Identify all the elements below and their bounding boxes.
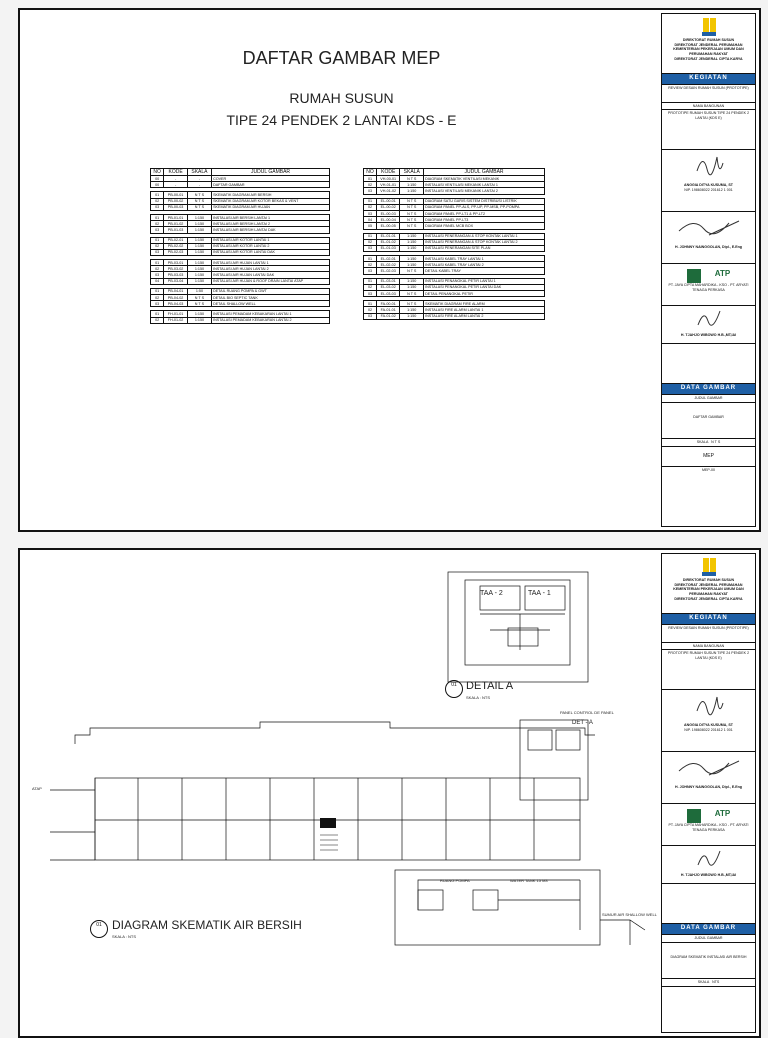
cell-skala: 1:150 xyxy=(400,256,424,262)
cell-judul: INSTALASI AIR HUJAN LANTAI DAK xyxy=(212,272,330,278)
skala-value: N T S xyxy=(711,439,721,444)
cell-skala: 1:150 xyxy=(187,260,211,266)
cell-kode: PB-02-03 xyxy=(164,249,188,255)
cell-judul: INSTALASI AIR BERSIH LANTAI 2 xyxy=(212,221,330,227)
org-line: DIREKTORAT JENDERAL PERUMAHAN xyxy=(674,582,743,587)
approver-nip: NIP. 198608022 201612 1 001 xyxy=(684,187,733,192)
cell-no: 02 xyxy=(151,243,164,249)
cell-no: 01 xyxy=(364,301,377,307)
cell-kode: - xyxy=(164,182,188,188)
cell-no: 03 xyxy=(151,272,164,278)
sheet-code: MEP-00 xyxy=(702,467,715,472)
cell-no: 01 xyxy=(364,278,377,284)
kegiatan-value: REVIEW DESAIN RUMAH SUSUN (PROTOTIPE) xyxy=(662,85,755,103)
cell-judul: SKEMATIK DIAGRAM FIRE ALARM xyxy=(424,301,545,307)
cell-skala: 1:150 xyxy=(400,284,424,290)
nama-bangunan-label: NAMA BANGUNAN xyxy=(662,643,755,651)
cell-kode: FA-00-01 xyxy=(377,301,400,307)
signature-icon xyxy=(694,307,724,331)
judul-gambar-value: DIAGRAM SKEMATIK INSTALASI AIR BERSIH xyxy=(662,943,755,979)
cell-kode: EL-00-01 xyxy=(377,198,400,204)
org-line: KEMENTERIAN PEKERJAAN UMUM DAN xyxy=(673,587,744,592)
cell-kode: PB-00-01 xyxy=(164,192,188,198)
cell-kode: EL-01-01 xyxy=(377,233,400,239)
cell-judul: COVER xyxy=(212,176,330,182)
cell-judul: INSTALASI PENANGKAL PETIR LANTAI 1 xyxy=(424,278,545,284)
cell-judul: INSTALASI PENERANGAN SITE PLAN xyxy=(424,245,545,251)
signature-icon xyxy=(674,213,744,243)
cell-kode: PB-04-01 xyxy=(164,288,188,294)
cell-no: 01 xyxy=(151,192,164,198)
cell-no: 00 xyxy=(151,176,164,182)
cell-no: 02 xyxy=(151,295,164,301)
cell-skala: 1:150 xyxy=(400,262,424,268)
cell-kode: EL-03-01 xyxy=(377,278,400,284)
cell-skala: 1:150 xyxy=(187,221,211,227)
table-row xyxy=(151,317,330,323)
cell-skala: N T S xyxy=(187,295,211,301)
cell-no: 03 xyxy=(364,313,377,319)
skala-label: SKALA xyxy=(696,439,709,444)
org-line: KEMENTERIAN PEKERJAAN UMUM DAN xyxy=(673,47,744,52)
cell-judul: INSTALASI AIR KOTOR LANTAI DAK xyxy=(212,249,330,255)
cell-skala: 1:150 xyxy=(400,233,424,239)
cell-no: 02 xyxy=(151,317,164,323)
signature-block-1 xyxy=(662,150,755,212)
cell-skala: 1:150 xyxy=(400,313,424,319)
judul-gambar-label: JUDUL GAMBAR xyxy=(662,395,755,403)
cell-kode: VH-00-01 xyxy=(377,176,400,182)
cell-skala: 1:150 xyxy=(400,239,424,245)
cell-judul: INSTALASI VENTILASI MEKANIK LANTAI 2 xyxy=(424,188,545,194)
drawing-list-table-left xyxy=(150,168,330,324)
cell-skala: N T S xyxy=(400,223,424,229)
cell-kode: FH-01-02 xyxy=(164,317,188,323)
cell-no: 02 xyxy=(364,307,377,313)
cell-skala: N T S xyxy=(400,204,424,210)
skala-value: NTS xyxy=(712,979,720,984)
cell-kode: EL-01-03 xyxy=(377,245,400,251)
cell-no: 01 xyxy=(151,237,164,243)
col-kode: KODE xyxy=(377,169,400,176)
cell-skala: 1:150 xyxy=(187,272,211,278)
cell-kode: PB-04-03 xyxy=(164,301,188,307)
judul-gambar-value: DAFTAR GAMBAR xyxy=(662,403,755,439)
cell-no: 03 xyxy=(364,268,377,274)
drawing-sheet-schematic xyxy=(18,548,761,1038)
cell-no: 03 xyxy=(364,291,377,297)
cell-judul: INSTALASI PENERANGAN & STOP KONTAK LANTAI 1 xyxy=(424,233,545,239)
cell-kode: PB-01-02 xyxy=(164,221,188,227)
cell-no: 03 xyxy=(364,188,377,194)
kegiatan-value: REVIEW DESAIN RUMAH SUSUN (PROTOTIPE) xyxy=(662,625,755,643)
cell-skala: 1:150 xyxy=(187,266,211,272)
cell-kode: EL-00-04 xyxy=(377,217,400,223)
cell-judul: DETAIL PENANGKAL PETIR xyxy=(424,291,545,297)
cell-judul: DIAGRAM SKEMATIK VENTILASI MEKANIK xyxy=(424,176,545,182)
cell-judul: DAFTAR GAMBAR xyxy=(212,182,330,188)
cell-no: 00 xyxy=(151,182,164,188)
cell-judul: INSTALASI KABEL TRAY LANTAI 2 xyxy=(424,262,545,268)
team-table xyxy=(662,344,755,384)
cell-skala: N T S xyxy=(187,198,211,204)
cell-no: 02 xyxy=(151,198,164,204)
org-line: DIREKTORAT JENDERAL PERUMAHAN xyxy=(674,42,743,47)
approver-name: ANGGIA DITYA KUSUMA, ST xyxy=(684,723,733,728)
cell-no: 03 xyxy=(364,245,377,251)
cell-skala: 1:150 xyxy=(187,311,211,317)
detail-a-frame xyxy=(448,572,588,682)
water-tank-label: WATER TANK 15 M3 xyxy=(510,878,548,883)
cell-kode: EL-02-01 xyxy=(377,256,400,262)
detail-number xyxy=(445,680,463,698)
cell-skala: N T S xyxy=(400,268,424,274)
col-judul: JUDUL GAMBAR xyxy=(424,169,545,176)
cell-no: 01 xyxy=(151,311,164,317)
cell-no: 02 xyxy=(364,182,377,188)
cell-no: 02 xyxy=(151,266,164,272)
cell-judul: DETAIL RUANG POMPA & GWT xyxy=(212,288,330,294)
level-label: ATAP xyxy=(32,786,42,791)
cell-kode: PB-01-01 xyxy=(164,214,188,220)
cell-kode: EL-00-05 xyxy=(377,223,400,229)
cell-no: 04 xyxy=(151,278,164,284)
team-table xyxy=(662,884,755,924)
title-block xyxy=(661,13,756,527)
cell-judul: SKEMATIK DIAGRAM AIR HUJAN xyxy=(212,204,330,210)
cell-skala: 1:150 xyxy=(187,227,211,233)
cell-skala: - xyxy=(187,176,211,182)
cell-skala: 1:150 xyxy=(187,243,211,249)
cell-kode: PB-03-01 xyxy=(164,260,188,266)
cell-no: 01 xyxy=(364,176,377,182)
cell-kode: PB-03-02 xyxy=(164,266,188,272)
cell-kode: FH-01-01 xyxy=(164,311,188,317)
cell-kode: VH-01-01 xyxy=(377,182,400,188)
cell-skala: N T S xyxy=(400,176,424,182)
signature-icon xyxy=(689,151,729,181)
cell-judul: INSTALASI FIRE ALARM LANTAI 1 xyxy=(424,307,545,313)
cell-judul: INSTALASI AIR HUJAN LANTAI 2 xyxy=(212,266,330,272)
consultant-name: PT. JAYA CIPTA MAHARDIKA - KSO - PT. ARYATI TENAGA PERKASA xyxy=(668,823,749,833)
cell-skala: 1:150 xyxy=(187,317,211,323)
cell-skala: N T S xyxy=(400,217,424,223)
cell-no: 02 xyxy=(364,239,377,245)
detail-scale: SKALA : NTS xyxy=(466,695,491,700)
cell-kode: EL-00-03 xyxy=(377,210,400,216)
signature-block-1 xyxy=(662,690,755,752)
tank-label: TAA - 2 xyxy=(480,590,503,597)
col-kode: KODE xyxy=(164,169,188,176)
cell-skala: 1:150 xyxy=(400,182,424,188)
panel-label: PANEL CONTROL DE PANEL xyxy=(560,710,614,715)
skala-label: SKALA xyxy=(697,979,710,984)
cell-skala: 1:150 xyxy=(187,249,211,255)
shallow-well-label: SUMUR AIR SHALLOW WELL xyxy=(602,912,657,917)
cell-judul: DIAGRAM PANEL PP-LT3 xyxy=(424,217,545,223)
title-block-header xyxy=(662,14,755,74)
approver-name: H. TJAHJO WIBOWO H.B.,MT,IAI xyxy=(680,333,737,338)
cell-no: 01 xyxy=(364,198,377,204)
diagram-number xyxy=(90,920,108,938)
nama-bangunan-label: NAMA BANGUNAN xyxy=(662,103,755,111)
cell-no: 03 xyxy=(364,210,377,216)
atp-logo-icon: ATP xyxy=(714,809,731,819)
cell-kode: EL-01-02 xyxy=(377,239,400,245)
cell-skala: 1:150 xyxy=(187,214,211,220)
cell-judul: INSTALASI PEMADAM KEBAKARAN LANTAI 2 xyxy=(212,317,330,323)
cell-skala: N T S xyxy=(400,291,424,297)
cell-judul: INSTALASI VENTILASI MEKANIK LANTAI 1 xyxy=(424,182,545,188)
cell-kode: PB-00-03 xyxy=(164,204,188,210)
cell-kode: VH-01-02 xyxy=(377,188,400,194)
data-gambar-band: DATA GAMBAR xyxy=(662,924,755,935)
cell-judul: INSTALASI AIR HUJAN LANTAI 1 xyxy=(212,260,330,266)
cell-skala: N T S xyxy=(400,301,424,307)
cell-no: 01 xyxy=(364,256,377,262)
drawing-sheet-list xyxy=(18,8,761,532)
org-line: DIREKTORAT JENDERAL CIPTA KARYA xyxy=(674,56,743,61)
col-skala: SKALA xyxy=(187,169,211,176)
consultant-logo-icon xyxy=(687,269,701,283)
col-skala: SKALA xyxy=(400,169,424,176)
cell-kode: EL-02-02 xyxy=(377,262,400,268)
cell-no: 02 xyxy=(364,284,377,290)
cell-skala: N T S xyxy=(187,301,211,307)
sheet-title: DAFTAR GAMBAR MEP xyxy=(242,48,441,68)
discipline: MEP xyxy=(662,447,755,467)
signature-icon xyxy=(694,847,724,871)
cell-kode: PB-01-03 xyxy=(164,227,188,233)
tank-label: TAA - 1 xyxy=(528,590,551,597)
approver-name: H. JOHNNY NAINGGOLAN, Dipl., E.Eng xyxy=(674,245,743,250)
cell-skala: 1:150 xyxy=(400,307,424,313)
cell-kode: PB-02-02 xyxy=(164,243,188,249)
cell-no: 01 xyxy=(364,233,377,239)
diagram-number-text: 01 xyxy=(96,922,102,928)
cell-kode: - xyxy=(164,176,188,182)
det-a-label: DET - A xyxy=(572,720,593,726)
ministry-logo-icon xyxy=(701,558,717,576)
cell-judul: INSTALASI AIR KOTOR LANTAI 1 xyxy=(212,237,330,243)
cell-judul: DETAIL SHALLOW WELL xyxy=(212,301,330,307)
kegiatan-band: KEGIATAN xyxy=(662,614,755,625)
cell-kode: PB-03-03 xyxy=(164,272,188,278)
signature-block-3 xyxy=(662,306,755,344)
cell-no: 05 xyxy=(364,223,377,229)
cell-judul: INSTALASI KABEL TRAY LANTAI 1 xyxy=(424,256,545,262)
signature-icon xyxy=(674,753,744,783)
col-no: NO xyxy=(151,169,164,176)
col-judul: JUDUL GAMBAR xyxy=(212,169,330,176)
consultant-block xyxy=(662,804,755,846)
diagram-title: DIAGRAM SKEMATIK AIR BERSIH xyxy=(112,918,302,932)
table-row xyxy=(364,313,545,319)
table-header-row xyxy=(151,169,330,176)
cell-judul: DETAIL BIO SEPTIC TANK xyxy=(212,295,330,301)
org-line: DIREKTORAT RUMAH SUSUN xyxy=(682,38,735,42)
org-line: PERUMAHAN RAKYAT xyxy=(689,592,728,597)
signature-block-2 xyxy=(662,752,755,804)
cell-judul: INSTALASI FIRE ALARM LANTAI 2 xyxy=(424,313,545,319)
cell-judul: SKEMATIK DIAGRAM AIR KOTOR BEKAS & VENT xyxy=(212,198,330,204)
approver-name: H. JOHNNY NAINGGOLAN, Dipl., E.Eng xyxy=(674,785,743,790)
detail-a-title: DETAIL A xyxy=(466,680,514,692)
cell-no: 01 xyxy=(151,260,164,266)
cell-skala: N T S xyxy=(400,198,424,204)
ministry-logo-icon xyxy=(701,18,717,36)
cell-skala: N T S xyxy=(400,210,424,216)
consultant-logo-icon xyxy=(687,809,701,823)
cell-no: 02 xyxy=(364,204,377,210)
kegiatan-band: KEGIATAN xyxy=(662,74,755,85)
consultant-block xyxy=(662,264,755,306)
cell-kode: PB-04-02 xyxy=(164,295,188,301)
cell-no: 03 xyxy=(151,301,164,307)
signature-block-3 xyxy=(662,846,755,884)
approver-name: ANGGIA DITYA KUSUMA, ST xyxy=(684,183,733,188)
signature-block-2 xyxy=(662,212,755,264)
cell-skala: 1:150 xyxy=(187,278,211,284)
cell-judul: DIAGRAM SATU GARIS SISTEM DISTRIBUSI LISTRIK xyxy=(424,198,545,204)
cell-kode: EL-00-02 xyxy=(377,204,400,210)
consultant-name: PT. JAYA CIPTA MAHARDIKA - KSO - PT. ARYATI TENAGA PERKASA xyxy=(668,283,749,293)
cell-kode: PB-02-01 xyxy=(164,237,188,243)
sheet-subtitle-1: RUMAH SUSUN xyxy=(289,90,394,106)
sheet-subtitle-2: TIPE 24 PENDEK 2 LANTAI KDS - E xyxy=(226,112,457,128)
cell-judul: INSTALASI AIR HUJAN & ROOF DRAIN LANTAI ATAP xyxy=(212,278,330,284)
cell-kode: EL-03-02 xyxy=(377,284,400,290)
cell-no: 02 xyxy=(364,262,377,268)
cell-skala: 1:150 xyxy=(187,237,211,243)
cell-kode: FA-01-02 xyxy=(377,313,400,319)
cell-kode: FA-01-01 xyxy=(377,307,400,313)
cell-judul: DIAGRAM PANEL PP-ALS, PP-UP, PP-MSB, PP-POMPA xyxy=(424,204,545,210)
org-line: DIREKTORAT JENDERAL CIPTA KARYA xyxy=(674,596,743,601)
atp-logo-icon: ATP xyxy=(714,269,731,279)
cell-skala: 1:150 xyxy=(400,245,424,251)
cell-kode: PB-00-02 xyxy=(164,198,188,204)
cell-no: 03 xyxy=(151,227,164,233)
nama-bangunan-value: PROTOTIPE RUMAH SUSUN TIPE 24 PENDEK 2 LANTAI (KDS E) xyxy=(662,650,755,690)
signature-icon xyxy=(689,691,729,721)
cell-judul: INSTALASI AIR BERSIH LANTAI DAK xyxy=(212,227,330,233)
cell-judul: DIAGRAM PANEL MCB BOX xyxy=(424,223,545,229)
judul-gambar-label: JUDUL GAMBAR xyxy=(662,935,755,943)
cell-no: 03 xyxy=(151,249,164,255)
cell-judul: DIAGRAM PANEL PP-LT1 & PP-LT2 xyxy=(424,210,545,216)
title-block xyxy=(661,553,756,1033)
cell-skala: 1:150 xyxy=(400,278,424,284)
cell-judul: DETAIL KABEL TRAY xyxy=(424,268,545,274)
cell-judul: INSTALASI AIR KOTOR LANTAI 2 xyxy=(212,243,330,249)
detail-number-text: 01 xyxy=(451,682,457,688)
cell-judul: INSTALASI PENANGKAL PETIR LANTAI DAK xyxy=(424,284,545,290)
cell-kode: EL-02-03 xyxy=(377,268,400,274)
nama-bangunan-value: PROTOTIPE RUMAH SUSUN TIPE 24 PENDEK 2 LANTAI (KDS E) xyxy=(662,110,755,150)
approver-name: H. TJAHJO WIBOWO H.B.,MT,IAI xyxy=(680,873,737,878)
cell-no: 03 xyxy=(151,204,164,210)
data-gambar-band: DATA GAMBAR xyxy=(662,384,755,395)
cell-skala: N T S xyxy=(187,204,211,210)
table-header-row xyxy=(364,169,545,176)
drawing-list-table-right xyxy=(363,168,545,320)
skala-row xyxy=(662,439,755,447)
schematic-drawing xyxy=(20,550,663,1036)
pump-room-label: RUANG POMPA xyxy=(440,878,470,883)
cell-no: 01 xyxy=(151,214,164,220)
title-block-header xyxy=(662,554,755,614)
cell-skala: - xyxy=(187,182,211,188)
col-no: NO xyxy=(364,169,377,176)
org-line: DIREKTORAT RUMAH SUSUN xyxy=(682,578,735,582)
cell-judul: SKEMATIK DIAGRAM AIR BERSIH xyxy=(212,192,330,198)
cell-skala: 1:50 xyxy=(187,288,211,294)
org-line: PERUMAHAN RAKYAT xyxy=(689,52,728,57)
cell-kode: PB-03-04 xyxy=(164,278,188,284)
cell-skala: N T S xyxy=(187,192,211,198)
cell-no: 01 xyxy=(151,288,164,294)
cell-no: 04 xyxy=(364,217,377,223)
diagram-scale: SKALA : NTS xyxy=(112,934,137,939)
cell-judul: INSTALASI AIR BERSIH LANTAI 1 xyxy=(212,214,330,220)
cell-no: 02 xyxy=(151,221,164,227)
cell-judul: INSTALASI PEMADAM KEBAKARAN LANTAI 1 xyxy=(212,311,330,317)
cell-skala: 1:150 xyxy=(400,188,424,194)
skala-row xyxy=(662,979,755,987)
approver-nip: NIP. 198608022 201612 1 001 xyxy=(684,727,733,732)
cell-judul: INSTALASI PENERANGAN & STOP KONTAK LANTAI 2 xyxy=(424,239,545,245)
cell-kode: EL-03-03 xyxy=(377,291,400,297)
